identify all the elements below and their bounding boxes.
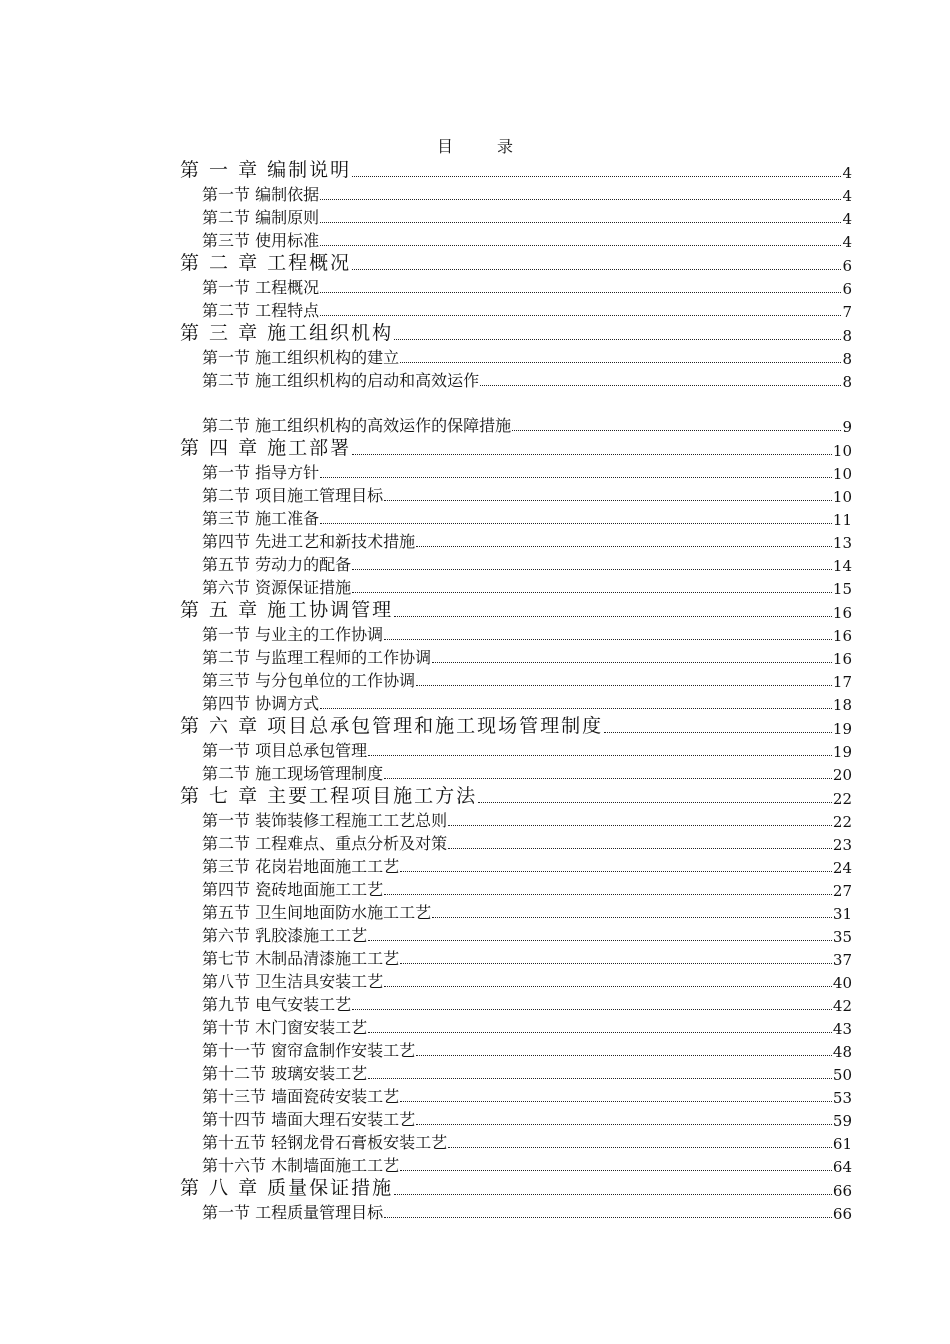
toc-section-entry[interactable] <box>180 923 852 946</box>
toc-page-number: 66 <box>832 1205 852 1223</box>
toc-entry-label: 第二节 工程特点 <box>202 301 320 320</box>
toc-entry-label: 第 四 章 施工部署 <box>180 437 352 459</box>
toc-dot-leader <box>320 222 841 223</box>
toc-dot-leader <box>400 963 832 964</box>
toc-dot-leader <box>368 755 832 756</box>
toc-dot-leader <box>352 176 841 177</box>
toc-entry-label: 第二节 编制原则 <box>202 208 320 227</box>
toc-entry-label: 第五节 劳动力的配备 <box>202 555 352 574</box>
toc-section-entry[interactable] <box>180 1015 852 1038</box>
toc-page-number: 16 <box>832 650 852 668</box>
toc-chapter-entry[interactable] <box>180 714 852 738</box>
toc-entry-label: 第 七 章 主要工程项目施工方法 <box>180 785 478 807</box>
toc-entry-label: 第三节 与分包单位的工作协调 <box>202 671 416 690</box>
toc-entry-label: 第二节 施工组织机构的启动和高效运作 <box>202 371 480 390</box>
toc-section-entry[interactable] <box>180 738 852 761</box>
toc-section-entry[interactable] <box>180 877 852 900</box>
toc-chapter-entry[interactable] <box>180 158 852 182</box>
toc-entry-label: 第十五节 轻钢龙骨石膏板安装工艺 <box>202 1133 448 1152</box>
toc-spacer <box>180 391 852 413</box>
toc-dot-leader <box>448 848 832 849</box>
toc-page-number: 7 <box>842 303 852 321</box>
toc-page-number: 35 <box>832 928 852 946</box>
toc-page-number: 6 <box>842 280 852 298</box>
toc-section-entry[interactable] <box>180 275 852 298</box>
toc-entry-label: 第十节 木门窗安装工艺 <box>202 1018 368 1037</box>
toc-dot-leader <box>394 616 832 617</box>
toc-dot-leader <box>352 592 832 593</box>
toc-dot-leader <box>320 292 841 293</box>
toc-dot-leader <box>384 894 832 895</box>
toc-dot-leader <box>384 639 832 640</box>
toc-entry-label: 第 八 章 质量保证措施 <box>180 1177 394 1199</box>
toc-section-entry[interactable] <box>180 808 852 831</box>
toc-dot-leader <box>320 523 832 524</box>
toc-dot-leader <box>320 708 832 709</box>
toc-dot-leader <box>400 1101 832 1102</box>
toc-page-number: 40 <box>832 974 852 992</box>
toc-dot-leader <box>604 732 832 733</box>
toc-entry-label: 第二节 施工组织机构的高效运作的保障措施 <box>202 416 512 435</box>
toc-entry-label: 第六节 乳胶漆施工工艺 <box>202 926 368 945</box>
toc-entry-label: 第五节 卫生间地面防水施工工艺 <box>202 903 432 922</box>
toc-page-number: 19 <box>832 720 852 738</box>
toc-chapter-entry[interactable] <box>180 1176 852 1200</box>
toc-dot-leader <box>432 917 832 918</box>
toc-chapter-entry[interactable] <box>180 251 852 275</box>
toc-chapter-entry[interactable] <box>180 321 852 345</box>
toc-entry-label: 第十一节 窗帘盒制作安装工艺 <box>202 1041 416 1060</box>
toc-dot-leader <box>384 778 832 779</box>
toc-page-number: 4 <box>842 187 852 205</box>
toc-section-entry[interactable] <box>180 946 852 969</box>
toc-page-number: 42 <box>832 997 852 1015</box>
toc-dot-leader <box>352 269 841 270</box>
toc-entry-label: 第十二节 玻璃安装工艺 <box>202 1064 368 1083</box>
toc-page-number: 37 <box>832 951 852 969</box>
toc-dot-leader <box>368 1032 832 1033</box>
toc-dot-leader <box>368 1078 832 1079</box>
toc-entry-label: 第二节 与监理工程师的工作协调 <box>202 648 432 667</box>
toc-entry-label: 第一节 指导方针 <box>202 463 320 482</box>
toc-page-number: 48 <box>832 1043 852 1061</box>
toc-dot-leader <box>384 1217 832 1218</box>
toc-entry-label: 第二节 项目施工管理目标 <box>202 486 384 505</box>
toc-page-number: 10 <box>832 488 852 506</box>
toc-dot-leader <box>478 802 832 803</box>
toc-section-entry[interactable] <box>180 460 852 483</box>
toc-entry-label: 第一节 项目总承包管理 <box>202 741 368 760</box>
toc-section-entry[interactable] <box>180 205 852 228</box>
toc-section-entry[interactable] <box>180 529 852 552</box>
toc-dot-leader <box>400 871 832 872</box>
toc-dot-leader <box>416 685 832 686</box>
toc-page-number: 16 <box>832 627 852 645</box>
toc-entry-label: 第 六 章 项目总承包管理和施工现场管理制度 <box>180 715 604 737</box>
toc-dot-leader <box>320 477 832 478</box>
toc-page-number: 59 <box>832 1112 852 1130</box>
toc-dot-leader <box>384 986 832 987</box>
toc-entry-label: 第 二 章 工程概况 <box>180 252 352 274</box>
toc-section-entry[interactable] <box>180 506 852 529</box>
toc-section-entry[interactable] <box>180 900 852 923</box>
toc-dot-leader <box>320 245 841 246</box>
toc-section-entry[interactable] <box>180 552 852 575</box>
toc-page-number: 8 <box>842 350 852 368</box>
toc-entry-label: 第四节 协调方式 <box>202 694 320 713</box>
toc-dot-leader <box>320 315 841 316</box>
toc-entry-label: 第一节 工程质量管理目标 <box>202 1203 384 1222</box>
toc-dot-leader <box>400 362 841 363</box>
toc-entry-label: 第十四节 墙面大理石安装工艺 <box>202 1110 416 1129</box>
toc-page-number: 4 <box>842 210 852 228</box>
toc-entry-label: 第二节 工程难点、重点分析及对策 <box>202 834 448 853</box>
toc-page-number: 22 <box>832 813 852 831</box>
toc-page-number: 10 <box>832 442 852 460</box>
toc-section-entry[interactable] <box>180 1038 852 1061</box>
toc-dot-leader <box>320 199 841 200</box>
toc-entry-label: 第十三节 墙面瓷砖安装工艺 <box>202 1087 400 1106</box>
toc-section-entry[interactable] <box>180 368 852 391</box>
toc-entry-label: 第 三 章 施工组织机构 <box>180 322 394 344</box>
toc-dot-leader <box>512 430 841 431</box>
toc-chapter-entry[interactable] <box>180 784 852 808</box>
toc-dot-leader <box>432 662 832 663</box>
toc-page-number: 20 <box>832 766 852 784</box>
toc-entry-label: 第三节 使用标准 <box>202 231 320 250</box>
toc-entry-label: 第八节 卫生洁具安装工艺 <box>202 972 384 991</box>
toc-entry-label: 第九节 电气安装工艺 <box>202 995 352 1014</box>
toc-section-entry[interactable] <box>180 854 852 877</box>
toc-section-entry[interactable] <box>180 345 852 368</box>
toc-page-number: 50 <box>832 1066 852 1084</box>
toc-dot-leader <box>384 500 832 501</box>
table-of-contents <box>180 158 852 1223</box>
toc-page-number: 61 <box>832 1135 852 1153</box>
toc-dot-leader <box>394 339 841 340</box>
toc-dot-leader <box>416 1055 832 1056</box>
toc-entry-label: 第三节 施工准备 <box>202 509 320 528</box>
toc-entry-label: 第十六节 木制墙面施工工艺 <box>202 1156 400 1175</box>
toc-page-number: 23 <box>832 836 852 854</box>
toc-entry-label: 第四节 瓷砖地面施工工艺 <box>202 880 384 899</box>
toc-section-entry[interactable] <box>180 668 852 691</box>
toc-page-number: 6 <box>842 257 852 275</box>
toc-section-entry[interactable] <box>180 483 852 506</box>
toc-page-number: 15 <box>832 580 852 598</box>
toc-page-number: 43 <box>832 1020 852 1038</box>
toc-page-number: 9 <box>842 418 852 436</box>
toc-entry-label: 第 一 章 编制说明 <box>180 159 352 181</box>
toc-page-number: 24 <box>832 859 852 877</box>
toc-section-entry[interactable] <box>180 831 852 854</box>
toc-page-number: 27 <box>832 882 852 900</box>
toc-page-number: 11 <box>832 511 852 529</box>
toc-section-entry[interactable] <box>180 1084 852 1107</box>
toc-page-number: 64 <box>832 1158 852 1176</box>
toc-page-number: 17 <box>832 673 852 691</box>
toc-dot-leader <box>448 1147 832 1148</box>
toc-section-entry[interactable] <box>180 992 852 1015</box>
toc-page-number: 10 <box>832 465 852 483</box>
toc-entry-label: 第一节 工程概况 <box>202 278 320 297</box>
toc-title: 目 录 <box>436 137 527 156</box>
toc-entry-label: 第六节 资源保证措施 <box>202 578 352 597</box>
toc-page-number: 13 <box>832 534 852 552</box>
toc-page-number: 53 <box>832 1089 852 1107</box>
toc-page-number: 4 <box>842 164 852 182</box>
toc-section-entry[interactable] <box>180 969 852 992</box>
toc-dot-leader <box>368 940 832 941</box>
toc-chapter-entry[interactable] <box>180 436 852 460</box>
toc-page-number: 18 <box>832 696 852 714</box>
toc-entry-label: 第一节 与业主的工作协调 <box>202 625 384 644</box>
toc-dot-leader <box>352 1009 832 1010</box>
toc-page-number: 16 <box>832 604 852 622</box>
toc-page-number: 4 <box>842 233 852 251</box>
toc-section-entry[interactable] <box>180 1107 852 1130</box>
toc-dot-leader <box>352 569 832 570</box>
toc-entry-label: 第七节 木制品清漆施工工艺 <box>202 949 400 968</box>
toc-dot-leader <box>448 825 832 826</box>
toc-entry-label: 第一节 装饰装修工程施工工艺总则 <box>202 811 448 830</box>
toc-dot-leader <box>416 1124 832 1125</box>
toc-entry-label: 第 五 章 施工协调管理 <box>180 599 394 621</box>
toc-page-number: 22 <box>832 790 852 808</box>
toc-entry-label: 第四节 先进工艺和新技术措施 <box>202 532 416 551</box>
toc-page-number: 14 <box>832 557 852 575</box>
toc-section-entry[interactable] <box>180 645 852 668</box>
toc-dot-leader <box>480 385 841 386</box>
toc-entry-label: 第三节 花岗岩地面施工工艺 <box>202 857 400 876</box>
toc-section-entry[interactable] <box>180 622 852 645</box>
toc-dot-leader <box>416 546 832 547</box>
toc-page-number: 8 <box>842 373 852 391</box>
toc-chapter-entry[interactable] <box>180 598 852 622</box>
toc-page-number: 31 <box>832 905 852 923</box>
toc-dot-leader <box>400 1170 832 1171</box>
toc-page-number: 8 <box>842 327 852 345</box>
toc-dot-leader <box>352 454 832 455</box>
toc-entry-label: 第一节 编制依据 <box>202 185 320 204</box>
toc-page-number: 19 <box>832 743 852 761</box>
toc-page-number: 66 <box>832 1182 852 1200</box>
toc-entry-label: 第二节 施工现场管理制度 <box>202 764 384 783</box>
toc-section-entry[interactable] <box>180 1200 852 1223</box>
toc-section-entry[interactable] <box>180 182 852 205</box>
toc-entry-label: 第一节 施工组织机构的建立 <box>202 348 400 367</box>
toc-section-entry[interactable] <box>180 1061 852 1084</box>
toc-section-entry[interactable] <box>180 1130 852 1153</box>
toc-dot-leader <box>394 1194 832 1195</box>
